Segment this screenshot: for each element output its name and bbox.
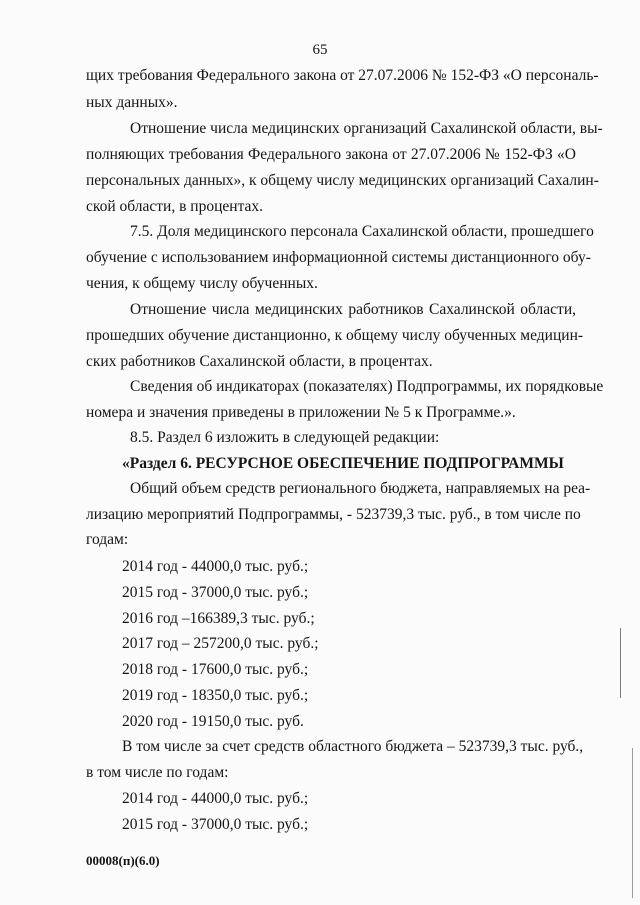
text-line: 7.5. Доля медицинского персонала Сахалинской области, прошедшего xyxy=(130,223,594,240)
year-item: 2020 год - 19150,0 тыс. руб. xyxy=(122,713,304,730)
text-line: номера и значения приведены в приложении № 5 к Программе.». xyxy=(86,404,516,421)
text-line: 8.5. Раздел 6 изложить в следующей редакции: xyxy=(130,429,440,446)
text-line: персональных данных», к общему числу медицинских организаций Сахалин- xyxy=(86,172,599,189)
text-line: лизацию мероприятий Подпрограммы, - 523739,3 тыс. руб., в том числе по xyxy=(86,506,581,523)
text-line: ных данных». xyxy=(86,94,178,111)
text-line: ской области, в процентах. xyxy=(86,198,264,215)
text-line: Сведения об индикаторах (показателях) Подпрограммы, их порядковые xyxy=(130,378,604,395)
text-line: в том числе по годам: xyxy=(86,764,229,781)
section-heading: «Раздел 6. РЕСУРСНОЕ ОБЕСПЕЧЕНИЕ ПОДПРОГРАММЫ xyxy=(122,455,564,472)
text-line: полняющих требования Федерального закона от 27.07.2006 № 152-ФЗ «О xyxy=(86,146,576,163)
year-item: 2015 год - 37000,0 тыс. руб.; xyxy=(122,816,309,833)
text-line: В том числе за счет средств областного бюджета – 523739,3 тыс. руб., xyxy=(122,738,584,755)
scan-artifact xyxy=(620,628,621,698)
text-line: Общий объем средств регионального бюджета, направляемых на реа- xyxy=(130,480,591,497)
year-item: 2019 год - 18350,0 тыс. руб.; xyxy=(122,687,309,704)
text-line: прошедших обучение дистанционно, к общему числу обученных медицин- xyxy=(86,327,584,344)
scan-artifact xyxy=(632,748,633,898)
text-line: Отношение числа медицинских организаций Сахалинской области, вы- xyxy=(130,120,603,137)
text-line: щих требования Федерального закона от 27.07.2006 № 152-ФЗ «О персональ- xyxy=(86,67,599,84)
text-line: Отношение числа медицинских работников Сахалинской области, xyxy=(130,301,576,318)
year-item: 2014 год - 44000,0 тыс. руб.; xyxy=(122,790,309,807)
text-line: ских работников Сахалинской области, в процентах. xyxy=(86,353,433,370)
year-item: 2015 год - 37000,0 тыс. руб.; xyxy=(122,584,309,601)
page-number: 65 xyxy=(312,42,328,58)
document-code: 00008(п)(6.0) xyxy=(86,853,160,868)
text-line: чения, к общему числу обученных. xyxy=(86,275,318,292)
year-item: 2014 год - 44000,0 тыс. руб.; xyxy=(122,558,309,575)
year-item: 2017 год – 257200,0 тыс. руб.; xyxy=(122,635,319,652)
text-line: годам: xyxy=(86,531,129,548)
year-item: 2016 год –166389,3 тыс. руб.; xyxy=(122,610,315,627)
text-line: обучение с использованием информационной системы дистанционного обу- xyxy=(86,249,591,266)
year-item: 2018 год - 17600,0 тыс. руб.; xyxy=(122,661,309,678)
